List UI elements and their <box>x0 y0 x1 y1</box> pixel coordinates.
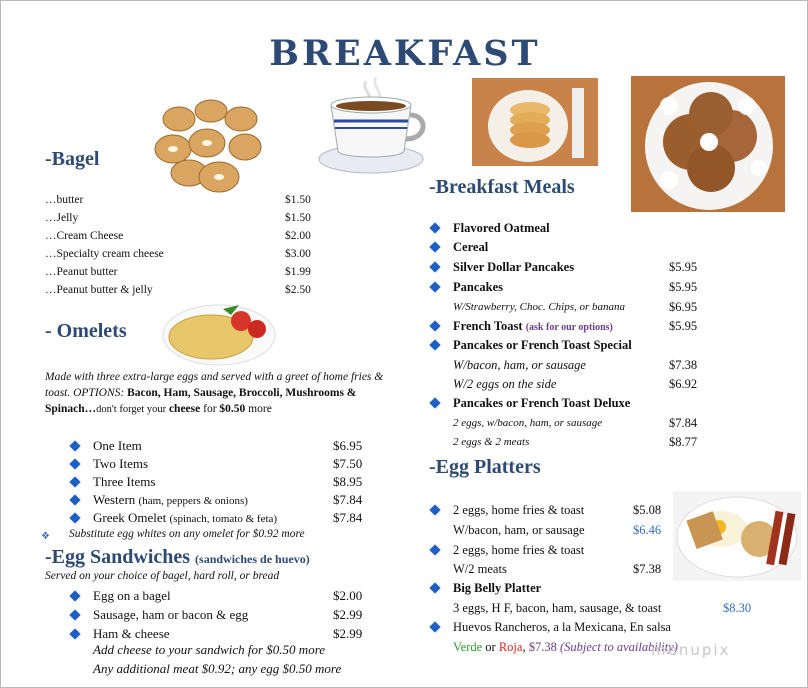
oatmeal-row <box>453 220 673 236</box>
item-price: $2.99 <box>333 607 363 622</box>
deluxe-row <box>453 395 713 411</box>
pancakes-sub-row <box>453 299 713 315</box>
item-price: $6.95 <box>333 438 363 453</box>
item-price: $2.50 <box>285 284 311 296</box>
item-name <box>93 456 148 473</box>
item-name: 2 eggs, home fries & toast <box>453 503 585 517</box>
item-name <box>93 474 155 491</box>
item-detail: (ham, peppers & onions) <box>138 495 248 507</box>
cereal-row <box>453 239 673 255</box>
bullet-icon <box>429 504 440 515</box>
omelets-for: for <box>203 403 217 415</box>
french-toast-note: (ask for our options) <box>525 322 613 333</box>
omelets-more: more <box>248 403 272 415</box>
item-name: …Peanut butter & jelly <box>45 284 153 296</box>
item-price: $6.46 <box>633 523 662 537</box>
item-price: $7.84 <box>333 492 363 507</box>
deluxe-sub1-row <box>453 415 713 431</box>
list-item <box>45 246 325 262</box>
list-item <box>45 228 325 244</box>
item-name: W/2 eggs on the side <box>453 377 557 391</box>
pancakes-row <box>453 279 713 295</box>
waffles-photo <box>631 76 785 212</box>
item-price: $7.84 <box>669 416 698 430</box>
item-name: …Cream Cheese <box>45 230 124 242</box>
item-detail: (spinach, tomato & feta) <box>169 513 278 525</box>
item-name: 3 eggs, H F, bacon, ham, sausage, & toast <box>453 601 662 615</box>
watermark-logo: menupix <box>651 641 731 659</box>
item-name: Big Belly Platter <box>453 581 542 595</box>
item-price: $1.99 <box>285 266 311 278</box>
item-name: Pancakes or French Toast Special <box>453 338 632 352</box>
omelets-heading: - Omelets <box>45 320 127 342</box>
item-name: …Peanut butter <box>45 266 118 278</box>
bagel-heading: -Bagel <box>45 148 100 170</box>
bullet-icon <box>69 628 80 639</box>
bullet-icon <box>429 222 440 233</box>
diamond-bullet-icon: ❖ <box>41 531 50 542</box>
special-row <box>453 337 713 353</box>
item-name <box>93 492 248 509</box>
big-belly-row <box>453 580 683 596</box>
omelets-options: Bacon, Ham, Sausage, Broccoli, Mushrooms & Spinach… <box>45 387 357 415</box>
list-item <box>93 474 383 490</box>
bullet-icon <box>69 494 80 505</box>
item-name: W/bacon, ham, or sausage <box>453 523 585 537</box>
item-price: $2.00 <box>333 588 363 603</box>
item-price: $7.50 <box>333 456 363 471</box>
bullet-icon <box>429 621 440 632</box>
item-label: One Item <box>93 438 142 453</box>
omelets-description <box>45 369 385 418</box>
item-name: W/bacon, ham, or sausage <box>453 358 586 372</box>
list-item <box>45 264 325 280</box>
huevos-row <box>453 619 783 635</box>
bullet-icon <box>69 512 80 523</box>
availability-note: (Subject to availability) <box>559 640 678 654</box>
item-name: Huevos Rancheros, a la Mexicana, En salsa <box>453 620 671 634</box>
item-price: $7.38 <box>528 640 557 654</box>
omelets-substitute-note: Substitute egg whites on any omelet for $0.92 more <box>69 528 305 540</box>
item-name: French Toast <box>453 319 523 333</box>
bullet-icon <box>429 339 440 350</box>
item-label: Three Items <box>93 474 156 489</box>
item-name: Pancakes or French Toast Deluxe <box>453 396 631 410</box>
item-price: $7.38 <box>669 358 698 372</box>
french-toast-row <box>453 318 713 334</box>
item-name: Flavored Oatmeal <box>453 221 550 235</box>
item-price: $5.95 <box>669 280 698 294</box>
sandwiches-heading <box>45 546 310 569</box>
list-item <box>93 510 383 526</box>
bullet-icon <box>69 440 80 451</box>
bullet-icon <box>429 241 440 252</box>
item-price: $2.00 <box>285 230 311 242</box>
item-name <box>93 510 277 527</box>
or-label: or <box>485 640 496 654</box>
page-title: BREAKFAST <box>269 33 541 74</box>
bullet-icon <box>429 261 440 272</box>
item-price: $8.77 <box>669 435 698 449</box>
item-price: $5.95 <box>669 260 698 274</box>
item-name: Sausage, ham or bacon & egg <box>93 607 249 622</box>
item-name: W/2 meats <box>453 562 507 576</box>
bullet-icon <box>429 544 440 555</box>
huevos-sub-row: Verde or Roja, $7.38 (Subject to availability) <box>453 640 678 654</box>
omelet-image <box>161 297 279 369</box>
list-item <box>93 626 383 642</box>
egg-platter-photo <box>673 491 801 581</box>
item-name: 2 eggs, w/bacon, ham, or sausage <box>453 417 603 429</box>
item-price: $6.95 <box>669 300 698 314</box>
bullet-icon <box>429 281 440 292</box>
item-name: W/Strawberry, Choc. Chips, or banana <box>453 301 626 313</box>
item-name: …Specialty cream cheese <box>45 248 164 260</box>
item-price: $8.95 <box>333 474 363 489</box>
item-price: $8.30 <box>723 601 752 615</box>
item-price: $2.99 <box>333 626 363 641</box>
item-price: $6.92 <box>669 377 698 391</box>
item-name: Cereal <box>453 240 489 254</box>
list-item <box>93 438 383 454</box>
meals-heading: -Breakfast Meals <box>429 176 575 198</box>
silver-dollar-row <box>453 259 713 275</box>
verde-label: Verde <box>453 640 483 654</box>
item-name: Silver Dollar Pancakes <box>453 260 575 274</box>
item-price: $3.00 <box>285 248 311 260</box>
bullet-icon <box>69 590 80 601</box>
item-price: $1.50 <box>285 194 311 206</box>
list-item <box>45 192 325 208</box>
list-item <box>93 588 383 604</box>
omelets-cheese-price: $0.50 <box>219 403 246 415</box>
platter1-sub-row <box>453 522 683 538</box>
list-item <box>45 282 325 298</box>
platter1-row <box>453 502 683 518</box>
coffee-cup-image <box>316 73 426 183</box>
special-sub2-row <box>453 376 713 392</box>
sandwiches-meat-note: Any additional meat $0.92; any egg $0.50 more <box>93 661 342 676</box>
item-name: Pancakes <box>453 280 503 294</box>
list-item <box>93 492 383 508</box>
item-name: …butter <box>45 194 84 206</box>
deluxe-sub2-row <box>453 434 713 450</box>
bagels-image <box>149 97 267 201</box>
item-label: Two Items <box>93 456 149 471</box>
omelets-desc-text: Made with three extra-large eggs and served with a greet of home fries & toast. OPTIONS: <box>45 371 384 399</box>
roja-label: Roja <box>498 640 523 654</box>
bullet-icon <box>69 458 80 469</box>
item-label: Western <box>93 492 136 507</box>
item-name: 2 eggs & 2 meats <box>453 436 530 448</box>
item-price: $5.08 <box>633 503 662 517</box>
item-price: $7.38 <box>633 562 662 576</box>
item-name: Ham & cheese <box>93 626 170 641</box>
item-name <box>93 438 142 455</box>
item-price: $7.84 <box>333 510 363 525</box>
item-price: $1.50 <box>285 212 311 224</box>
list-item <box>45 210 325 226</box>
list-item <box>93 456 383 472</box>
bullet-icon <box>69 609 80 620</box>
bullet-icon <box>429 320 440 331</box>
omelets-cheese: cheese <box>168 403 201 415</box>
sandwiches-subheading: (sandwiches de huevo) <box>195 552 310 566</box>
omelets-forget: don't forget your <box>96 404 167 415</box>
item-name: Egg on a bagel <box>93 588 171 603</box>
big-belly-sub-row <box>453 600 783 616</box>
bullet-icon <box>69 476 80 487</box>
bullet-icon <box>429 582 440 593</box>
platter2-row <box>453 542 683 558</box>
item-label: Greek Omelet <box>93 510 167 525</box>
item-name: …Jelly <box>45 212 79 224</box>
sandwiches-cheese-note: Add cheese to your sandwich for $0.50 more <box>93 642 326 657</box>
sandwiches-description: Served on your choice of bagel, hard roll, or bread <box>45 570 280 582</box>
sandwiches-heading-text: -Egg Sandwiches <box>45 546 191 568</box>
bullet-icon <box>429 397 440 408</box>
platters-heading: -Egg Platters <box>429 456 541 478</box>
special-sub1-row <box>453 357 713 373</box>
item-name: 2 eggs, home fries & toast <box>453 543 585 557</box>
platter2-sub-row <box>453 561 683 577</box>
item-price: $5.95 <box>669 319 698 333</box>
pancakes-photo <box>472 78 598 166</box>
list-item <box>93 607 383 623</box>
